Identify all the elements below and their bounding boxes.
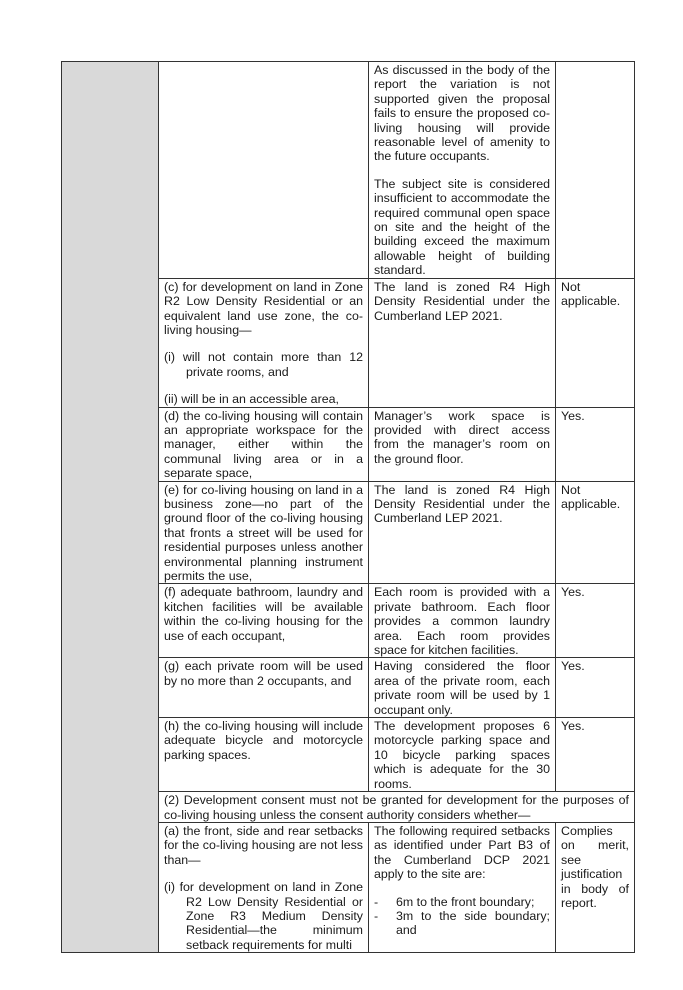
status-text: Not applicable. (561, 279, 621, 309)
response-cell (369, 718, 556, 792)
status-cell (556, 822, 635, 952)
response-cell (369, 481, 556, 584)
response-cell (369, 407, 556, 481)
criterion-paragraph: (g) each private room will be used by no more than 2 occupants, and (164, 659, 363, 688)
response-cell (369, 584, 556, 658)
compliance-table-body (62, 62, 635, 953)
status-cell (556, 584, 635, 658)
status-cell (556, 718, 635, 792)
criterion-cell (159, 278, 369, 407)
response-paragraph: As discussed in the body of the report the variation is not supported given the proposal fails to ensure the proposed co-living housing will provide reasonable level of amenity to the future occupants. (374, 63, 550, 164)
clause-heading: (2) Development consent must not be granted for development for the purposes of co-living housing unless the consent authority considers whether— (164, 793, 629, 822)
response-paragraph: Having considered the floor area of the private room, each private room will be used by 1 occupant only. (374, 659, 550, 717)
response-paragraph: The subject site is considered insufficient to accommodate the required communal open space on site and the height of the building exceed the maximum allowable height of building standard. (374, 176, 550, 278)
bullet-text: 6m to the front boundary; (396, 894, 535, 909)
status-cell (556, 407, 635, 481)
status-text: Yes. (561, 585, 585, 600)
compliance-table (61, 61, 635, 953)
list-item: - 6m to the front boundary; (374, 894, 535, 909)
response-cell (369, 278, 556, 407)
status-cell (556, 658, 635, 718)
list-item: - 3m to the side boundary; and (374, 908, 550, 938)
criterion-paragraph: (h) the co-living housing will include adequate bicycle and motorcycle parking spaces. (164, 719, 363, 762)
criterion-paragraph: (f) adequate bathroom, laundry and kitchen facilities will be available within the co-living housing for the use of each occupant, (164, 585, 363, 643)
criterion-subclause: (i) for development on land in Zone R2 Low Density Residential or Zone R3 Medium Density Residential—the minimum setback requirements for multi (164, 880, 363, 952)
criterion-cell (159, 62, 369, 279)
response-paragraph: The land is zoned R4 High Density Residential under the Cumberland LEP 2021. (374, 279, 550, 323)
criterion-subclause: (i) will not contain more than 12 private rooms, and (164, 350, 363, 379)
response-cell (369, 62, 556, 279)
bullet-text: 3m to the side boundary; and (396, 908, 550, 938)
response-cell (369, 658, 556, 718)
response-paragraph: The development proposes 6 motorcycle parking space and 10 bicycle parking spaces which is adequate for the 30 rooms. (374, 719, 550, 791)
section-column (62, 62, 159, 953)
criterion-paragraph: (d) the co-living housing will contain an appropriate workspace for the manager, either within the communal living area or in a separate space, (164, 408, 363, 481)
criterion-cell (159, 584, 369, 658)
status-cell (556, 62, 635, 279)
response-paragraph: The land is zoned R4 High Density Residential under the Cumberland LEP 2021. (374, 482, 550, 526)
criterion-cell (159, 658, 369, 718)
criterion-paragraph: (e) for co-living housing on land in a business zone—no part of the ground floor of the co-living housing that fronts a street will be used for residential purposes unless another environmental planning instrument permits the use, (164, 482, 363, 583)
criterion-cell (159, 718, 369, 792)
table-row (62, 62, 635, 279)
status-text: Yes. (561, 408, 585, 423)
status-cell (556, 481, 635, 584)
full-width-cell (159, 792, 635, 823)
status-text: Complies on merit, see justification in body of report. (561, 823, 629, 910)
response-paragraph: The following required setbacks as identified under Part B3 of the Cumberland DCP 2021 apply to the site are: (374, 823, 550, 882)
status-text: Yes. (561, 719, 585, 734)
criterion-paragraph: (c) for development on land in Zone R2 Low Density Residential or an equivalent land use zone, the co-living housing— (164, 279, 363, 337)
criterion-cell (159, 407, 369, 481)
criterion-subclause: (ii) will be in an accessible area, (164, 392, 339, 407)
criterion-paragraph: (a) the front, side and rear setbacks for the co-living housing are not less than— (164, 823, 363, 867)
response-cell (369, 822, 556, 952)
status-text: Not applicable. (561, 482, 621, 511)
criterion-cell (159, 822, 369, 952)
status-text: Yes. (561, 659, 585, 674)
criterion-cell (159, 481, 369, 584)
response-paragraph: Each room is provided with a private bathroom. Each floor provides a common laundry area. Each room provides space for kitchen facilities. (374, 585, 550, 658)
response-paragraph: Manager’s work space is provided with direct access from the manager’s room on the ground floor. (374, 408, 550, 466)
status-cell (556, 278, 635, 407)
